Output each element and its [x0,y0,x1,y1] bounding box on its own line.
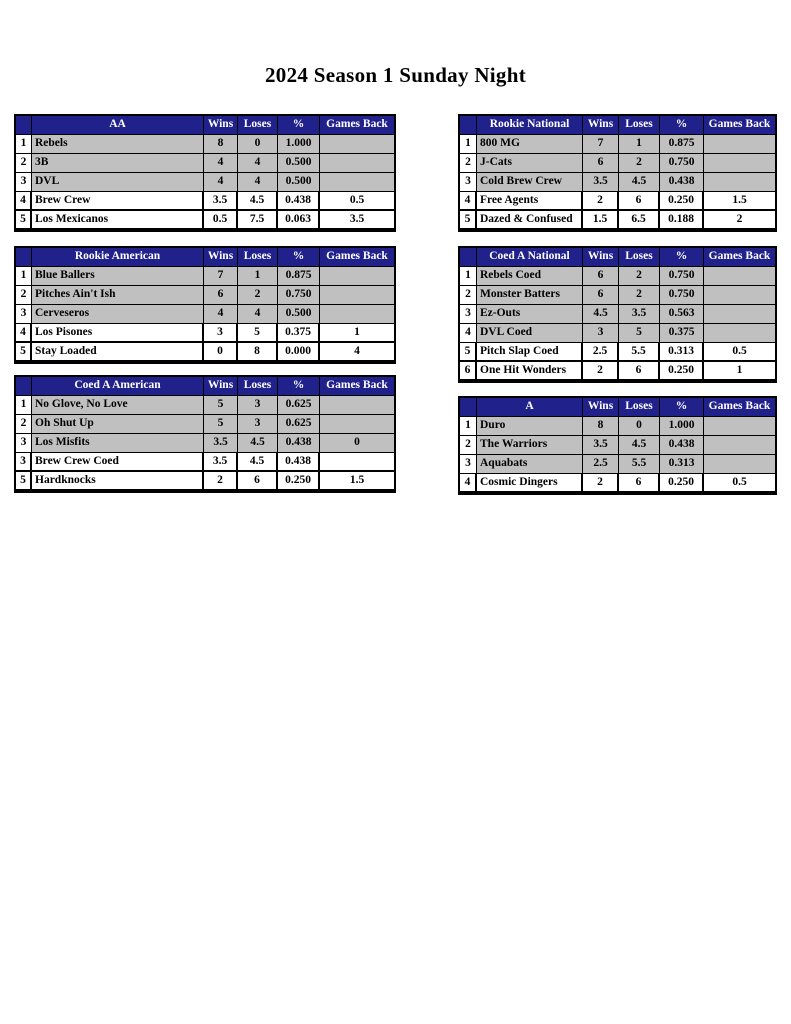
pct-cell: 0.563 [660,305,704,323]
rank-cell: 1 [16,135,32,153]
team-cell: Los Misfits [32,434,204,452]
games-back-cell [704,154,775,172]
games-back-cell [320,453,394,470]
rank-cell: 3 [460,305,477,323]
loses-cell: 4 [238,305,278,323]
column-header-loses: Loses [619,398,660,416]
pct-cell: 0.500 [278,154,320,172]
column-header-rank [460,398,477,416]
standings-table-rookie-american [14,246,396,364]
rank-cell: 6 [460,362,477,379]
games-back-cell [704,135,775,153]
column-header-rank [16,248,32,266]
standings-table-rookie-national [458,114,777,232]
column-header-loses: Loses [619,116,660,134]
team-cell: Brew Crew Coed [32,453,204,470]
wins-cell: 3.5 [583,436,619,454]
wins-cell: 2 [583,362,619,379]
games-back-cell [704,267,775,285]
wins-cell: 2 [583,474,619,491]
pct-cell: 0.500 [278,173,320,191]
loses-cell: 3 [238,415,278,433]
standings-row [460,324,775,343]
standings-row [460,474,775,493]
pct-cell: 0.750 [278,286,320,304]
wins-cell: 2.5 [583,343,619,360]
wins-cell: 6 [583,286,619,304]
team-cell: The Warriors [477,436,583,454]
standings-row [460,343,775,362]
loses-cell: 4.5 [619,173,660,191]
page-title: 2024 Season 1 Sunday Night [264,63,527,87]
pct-cell: 0.313 [660,455,704,473]
wins-cell: 5 [204,415,238,433]
games-back-cell: 0.5 [349,193,365,206]
rank-cell: 3 [16,173,32,191]
rank-cell: 4 [460,474,477,491]
games-back-cell [704,173,775,191]
loses-cell: 6 [619,362,660,379]
team-cell: J-Cats [477,154,583,172]
pct-cell: 1.000 [278,135,320,153]
column-header-rank [16,377,32,395]
standings-row [16,415,394,434]
team-cell: DVL [32,173,204,191]
standings-row [460,267,775,286]
team-cell: Cold Brew Crew [477,173,583,191]
wins-cell: 2.5 [583,455,619,473]
table-header-row [16,248,394,267]
games-back-cell: 1 [736,363,743,376]
team-cell: Rebels [32,135,204,153]
column-header-rank [460,116,477,134]
games-back-cell: 3.5 [349,212,365,225]
wins-cell: 2 [204,472,238,489]
rank-cell: 5 [460,343,477,360]
wins-cell: 3 [583,324,619,342]
column-header-wins: Wins [583,248,619,266]
rank-cell: 1 [16,396,32,414]
wins-cell: 0 [204,343,238,360]
standings-row [16,434,394,453]
loses-cell: 3 [238,396,278,414]
table-header-row [460,116,775,135]
games-back-cell: 0.5 [732,475,747,488]
team-cell: Aquabats [477,455,583,473]
team-cell: Cerveseros [32,305,204,323]
team-cell: Los Mexicanos [32,211,204,228]
pct-cell: 0.250 [660,474,704,491]
column-header-wins: Wins [583,116,619,134]
standings-row [16,267,394,286]
pct-cell: 0.750 [660,267,704,285]
pct-cell: 0.250 [660,192,704,209]
standings-row [460,192,775,211]
wins-cell: 2 [583,192,619,209]
standings-row [460,455,775,474]
wins-cell: 1.5 [583,211,619,228]
column-header-games-back: Games Back [704,398,775,416]
standings-row [16,135,394,154]
standings-row [16,211,394,230]
loses-cell: 1 [238,267,278,285]
standings-row [460,286,775,305]
column-header-loses: Loses [238,116,278,134]
games-back-cell [320,173,394,191]
wins-cell: 6 [204,286,238,304]
standings-row [460,417,775,436]
wins-cell: 4 [204,173,238,191]
standings-row [16,343,394,362]
column-header-loses: Loses [238,248,278,266]
standings-row [16,305,394,324]
standings-table-a [458,396,777,495]
pct-cell: 0.875 [660,135,704,153]
column-header-pct: % [278,248,320,266]
loses-cell: 4.5 [619,436,660,454]
rank-cell: 5 [460,211,477,228]
games-back-cell: 0.5 [732,344,747,357]
column-header-wins: Wins [204,248,238,266]
column-header-pct: % [278,116,320,134]
pct-cell: 0.438 [278,192,320,209]
pct-cell: 0.063 [278,211,320,228]
pct-cell: 0.750 [660,154,704,172]
team-cell: Cosmic Dingers [477,474,583,491]
rank-cell: 5 [16,343,32,360]
pct-cell: 0.438 [660,173,704,191]
games-back-cell [704,455,775,473]
column-header-pct: % [660,116,704,134]
wins-cell: 3.5 [583,173,619,191]
wins-cell: 3.5 [204,192,238,209]
pct-cell: 0.500 [278,305,320,323]
table-header-row [460,248,775,267]
games-back-cell [320,286,394,304]
rank-cell: 2 [460,436,477,454]
team-cell: One Hit Wonders [477,362,583,379]
rank-cell: 3 [460,455,477,473]
team-cell: Rebels Coed [477,267,583,285]
standings-row [16,154,394,173]
games-back-cell [704,305,775,323]
loses-cell: 4.5 [238,192,278,209]
standings-row [460,436,775,455]
loses-cell: 0 [619,417,660,435]
rank-cell: 4 [16,324,32,341]
table-header-row [16,116,394,135]
standings-row [16,286,394,305]
loses-cell: 5 [238,324,278,341]
team-cell: Oh Shut Up [32,415,204,433]
team-cell: Pitch Slap Coed [477,343,583,360]
games-back-cell [704,417,775,435]
rank-cell: 4 [16,192,32,209]
column-header-loses: Loses [238,377,278,395]
loses-cell: 4.5 [238,453,278,470]
league-title: Rookie National [477,116,583,134]
wins-cell: 6 [583,267,619,285]
games-back-cell: 1 [354,325,360,338]
wins-cell: 4.5 [583,305,619,323]
loses-cell: 8 [238,343,278,360]
pct-cell: 0.875 [278,267,320,285]
standings-row [460,305,775,324]
loses-cell: 6 [238,472,278,489]
column-header-wins: Wins [204,377,238,395]
team-cell: Monster Batters [477,286,583,304]
pct-cell: 0.250 [278,472,320,489]
column-header-games-back: Games Back [704,248,775,266]
rank-cell: 1 [460,135,477,153]
column-header-wins: Wins [204,116,238,134]
team-cell: 800 MG [477,135,583,153]
team-cell: Blue Ballers [32,267,204,285]
wins-cell: 5 [204,396,238,414]
games-back-cell: 0 [320,434,394,452]
team-cell: Free Agents [477,192,583,209]
rank-cell: 1 [460,417,477,435]
games-back-cell: 4 [354,344,360,357]
rank-cell: 3 [16,305,32,323]
wins-cell: 4 [204,154,238,172]
team-cell: Hardknocks [32,472,204,489]
column-header-games-back: Games Back [320,377,394,395]
standings-row [16,192,394,211]
rank-cell: 2 [16,286,32,304]
wins-cell: 8 [583,417,619,435]
column-header-pct: % [278,377,320,395]
pct-cell: 0.188 [660,211,704,228]
loses-cell: 2 [619,286,660,304]
loses-cell: 2 [238,286,278,304]
team-cell: Ez-Outs [477,305,583,323]
league-title: Coed A American [32,377,204,395]
loses-cell: 2 [619,267,660,285]
column-header-games-back: Games Back [704,116,775,134]
games-back-cell [320,396,394,414]
loses-cell: 0 [238,135,278,153]
loses-cell: 3.5 [619,305,660,323]
rank-cell: 1 [460,267,477,285]
standings-row [460,135,775,154]
games-back-cell [320,415,394,433]
games-back-cell [320,267,394,285]
wins-cell: 3.5 [204,434,238,452]
loses-cell: 4 [238,154,278,172]
rank-cell: 2 [460,286,477,304]
games-back-cell [320,305,394,323]
pct-cell: 0.438 [278,453,320,470]
team-cell: DVL Coed [477,324,583,342]
loses-cell: 2 [619,154,660,172]
column-header-loses: Loses [619,248,660,266]
rank-cell: 4 [460,324,477,342]
games-back-cell [320,135,394,153]
team-cell: Duro [477,417,583,435]
pct-cell: 0.750 [660,286,704,304]
pct-cell: 0.438 [278,434,320,452]
team-cell: No Glove, No Love [32,396,204,414]
team-cell: Los Pisones [32,324,204,341]
standings-row [16,453,394,472]
team-cell: Brew Crew [32,192,204,209]
standings-row [460,154,775,173]
column-header-pct: % [660,398,704,416]
league-title: Rookie American [32,248,204,266]
wins-cell: 7 [204,267,238,285]
standings-row [460,211,775,230]
loses-cell: 4.5 [238,434,278,452]
rank-cell: 4 [460,192,477,209]
team-cell: Stay Loaded [32,343,204,360]
rank-cell: 2 [16,154,32,172]
rank-cell: 2 [460,154,477,172]
standings-row [16,472,394,491]
rank-cell: 3 [460,173,477,191]
loses-cell: 4 [238,173,278,191]
column-header-games-back: Games Back [320,248,394,266]
standings-table-coed-a-american [14,375,396,493]
loses-cell: 5.5 [619,343,660,360]
wins-cell: 7 [583,135,619,153]
rank-cell: 3 [16,453,32,470]
games-back-cell [704,324,775,342]
games-back-cell [704,286,775,304]
column-header-rank [16,116,32,134]
team-cell: Pitches Ain't Ish [32,286,204,304]
league-title: A [477,398,583,416]
games-back-cell: 1.5 [349,473,365,486]
standings-row [460,173,775,192]
standings-row [16,173,394,192]
games-back-cell [320,154,394,172]
wins-cell: 8 [204,135,238,153]
team-cell: 3B [32,154,204,172]
league-title: AA [32,116,204,134]
pct-cell: 0.375 [278,324,320,341]
wins-cell: 3 [204,324,238,341]
loses-cell: 6 [619,192,660,209]
loses-cell: 5.5 [619,455,660,473]
games-back-cell [704,436,775,454]
rank-cell: 2 [16,415,32,433]
standings-table-coed-a-national [458,246,777,383]
standings-row [16,396,394,415]
pct-cell: 0.375 [660,324,704,342]
pct-cell: 0.250 [660,362,704,379]
standings-table-aa [14,114,396,232]
column-header-games-back: Games Back [320,116,394,134]
pct-cell: 0.000 [278,343,320,360]
wins-cell: 0.5 [204,211,238,228]
loses-cell: 6 [619,474,660,491]
column-header-pct: % [660,248,704,266]
wins-cell: 4 [204,305,238,323]
standings-row [16,324,394,343]
rank-cell: 3 [16,434,32,452]
games-back-cell: 2 [736,212,743,225]
rank-cell: 5 [16,211,32,228]
column-header-wins: Wins [583,398,619,416]
league-title: Coed A National [477,248,583,266]
wins-cell: 3.5 [204,453,238,470]
rank-cell: 1 [16,267,32,285]
pct-cell: 0.625 [278,415,320,433]
loses-cell: 5 [619,324,660,342]
pct-cell: 1.000 [660,417,704,435]
loses-cell: 7.5 [238,211,278,228]
standings-row [460,362,775,381]
column-header-rank [460,248,477,266]
team-cell: Dazed & Confused [477,211,583,228]
loses-cell: 1 [619,135,660,153]
wins-cell: 6 [583,154,619,172]
rank-cell: 5 [16,472,32,489]
pct-cell: 0.438 [660,436,704,454]
loses-cell: 6.5 [619,211,660,228]
table-header-row [460,398,775,417]
pct-cell: 0.625 [278,396,320,414]
pct-cell: 0.313 [660,343,704,360]
table-header-row [16,377,394,396]
games-back-cell: 1.5 [732,193,747,206]
